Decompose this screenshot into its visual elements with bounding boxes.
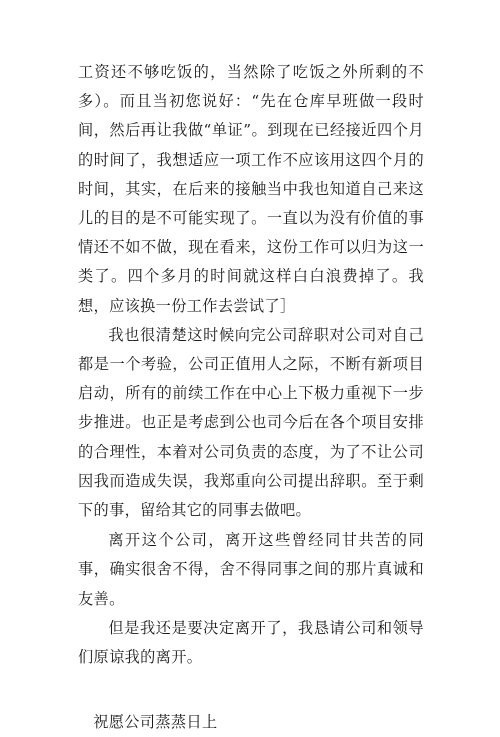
document-body bbox=[78, 58, 424, 737]
paragraph-apology: 但是我还是要决定离开了，我恳请公司和领导们原谅我的离开。 bbox=[78, 618, 424, 667]
paragraph-continuation: 工资还不够吃饭的，当然除了吃饭之外所剩的不多）。而且当初您说好：“先在仓库早班做一段时间，然后再让我做“单证”。到现在已经接近四个月的时间了，我想适应一项工作不应该用这四个月的时间，其实，在后来的接触当中我也知道自己来这儿的目的是不可能实现了。一直以为没有价值的事情还不如不做，现在看来，这份工作可以归为这一类了。四个多月的时间就这样白白浪费掉了。我想，应该换一份工作去尝试了］ bbox=[78, 63, 424, 315]
closing-wish: 祝愿公司蒸蒸日上 bbox=[93, 713, 218, 732]
paragraph-farewell-colleagues: 离开这个公司，离开这些曾经同甘共苦的同事，确实很舍不得，舍不得同事之间的那片真诚和友善。 bbox=[78, 531, 424, 608]
paragraph-resignation-reason: 我也很清楚这时候向完公司辞职对公司对自己都是一个考验，公司正值用人之际，不断有新项目启动，所有的前续工作在中心上下极力重视下一步步推进。也正是考虑到公也司今后在各个项目安排的合理性，本着对公司负责的态度，为了不让公司因我而造成失误，我郑重向公司提出辞职。至于剩下的事，留给其它的同事去做吧。 bbox=[78, 325, 424, 520]
